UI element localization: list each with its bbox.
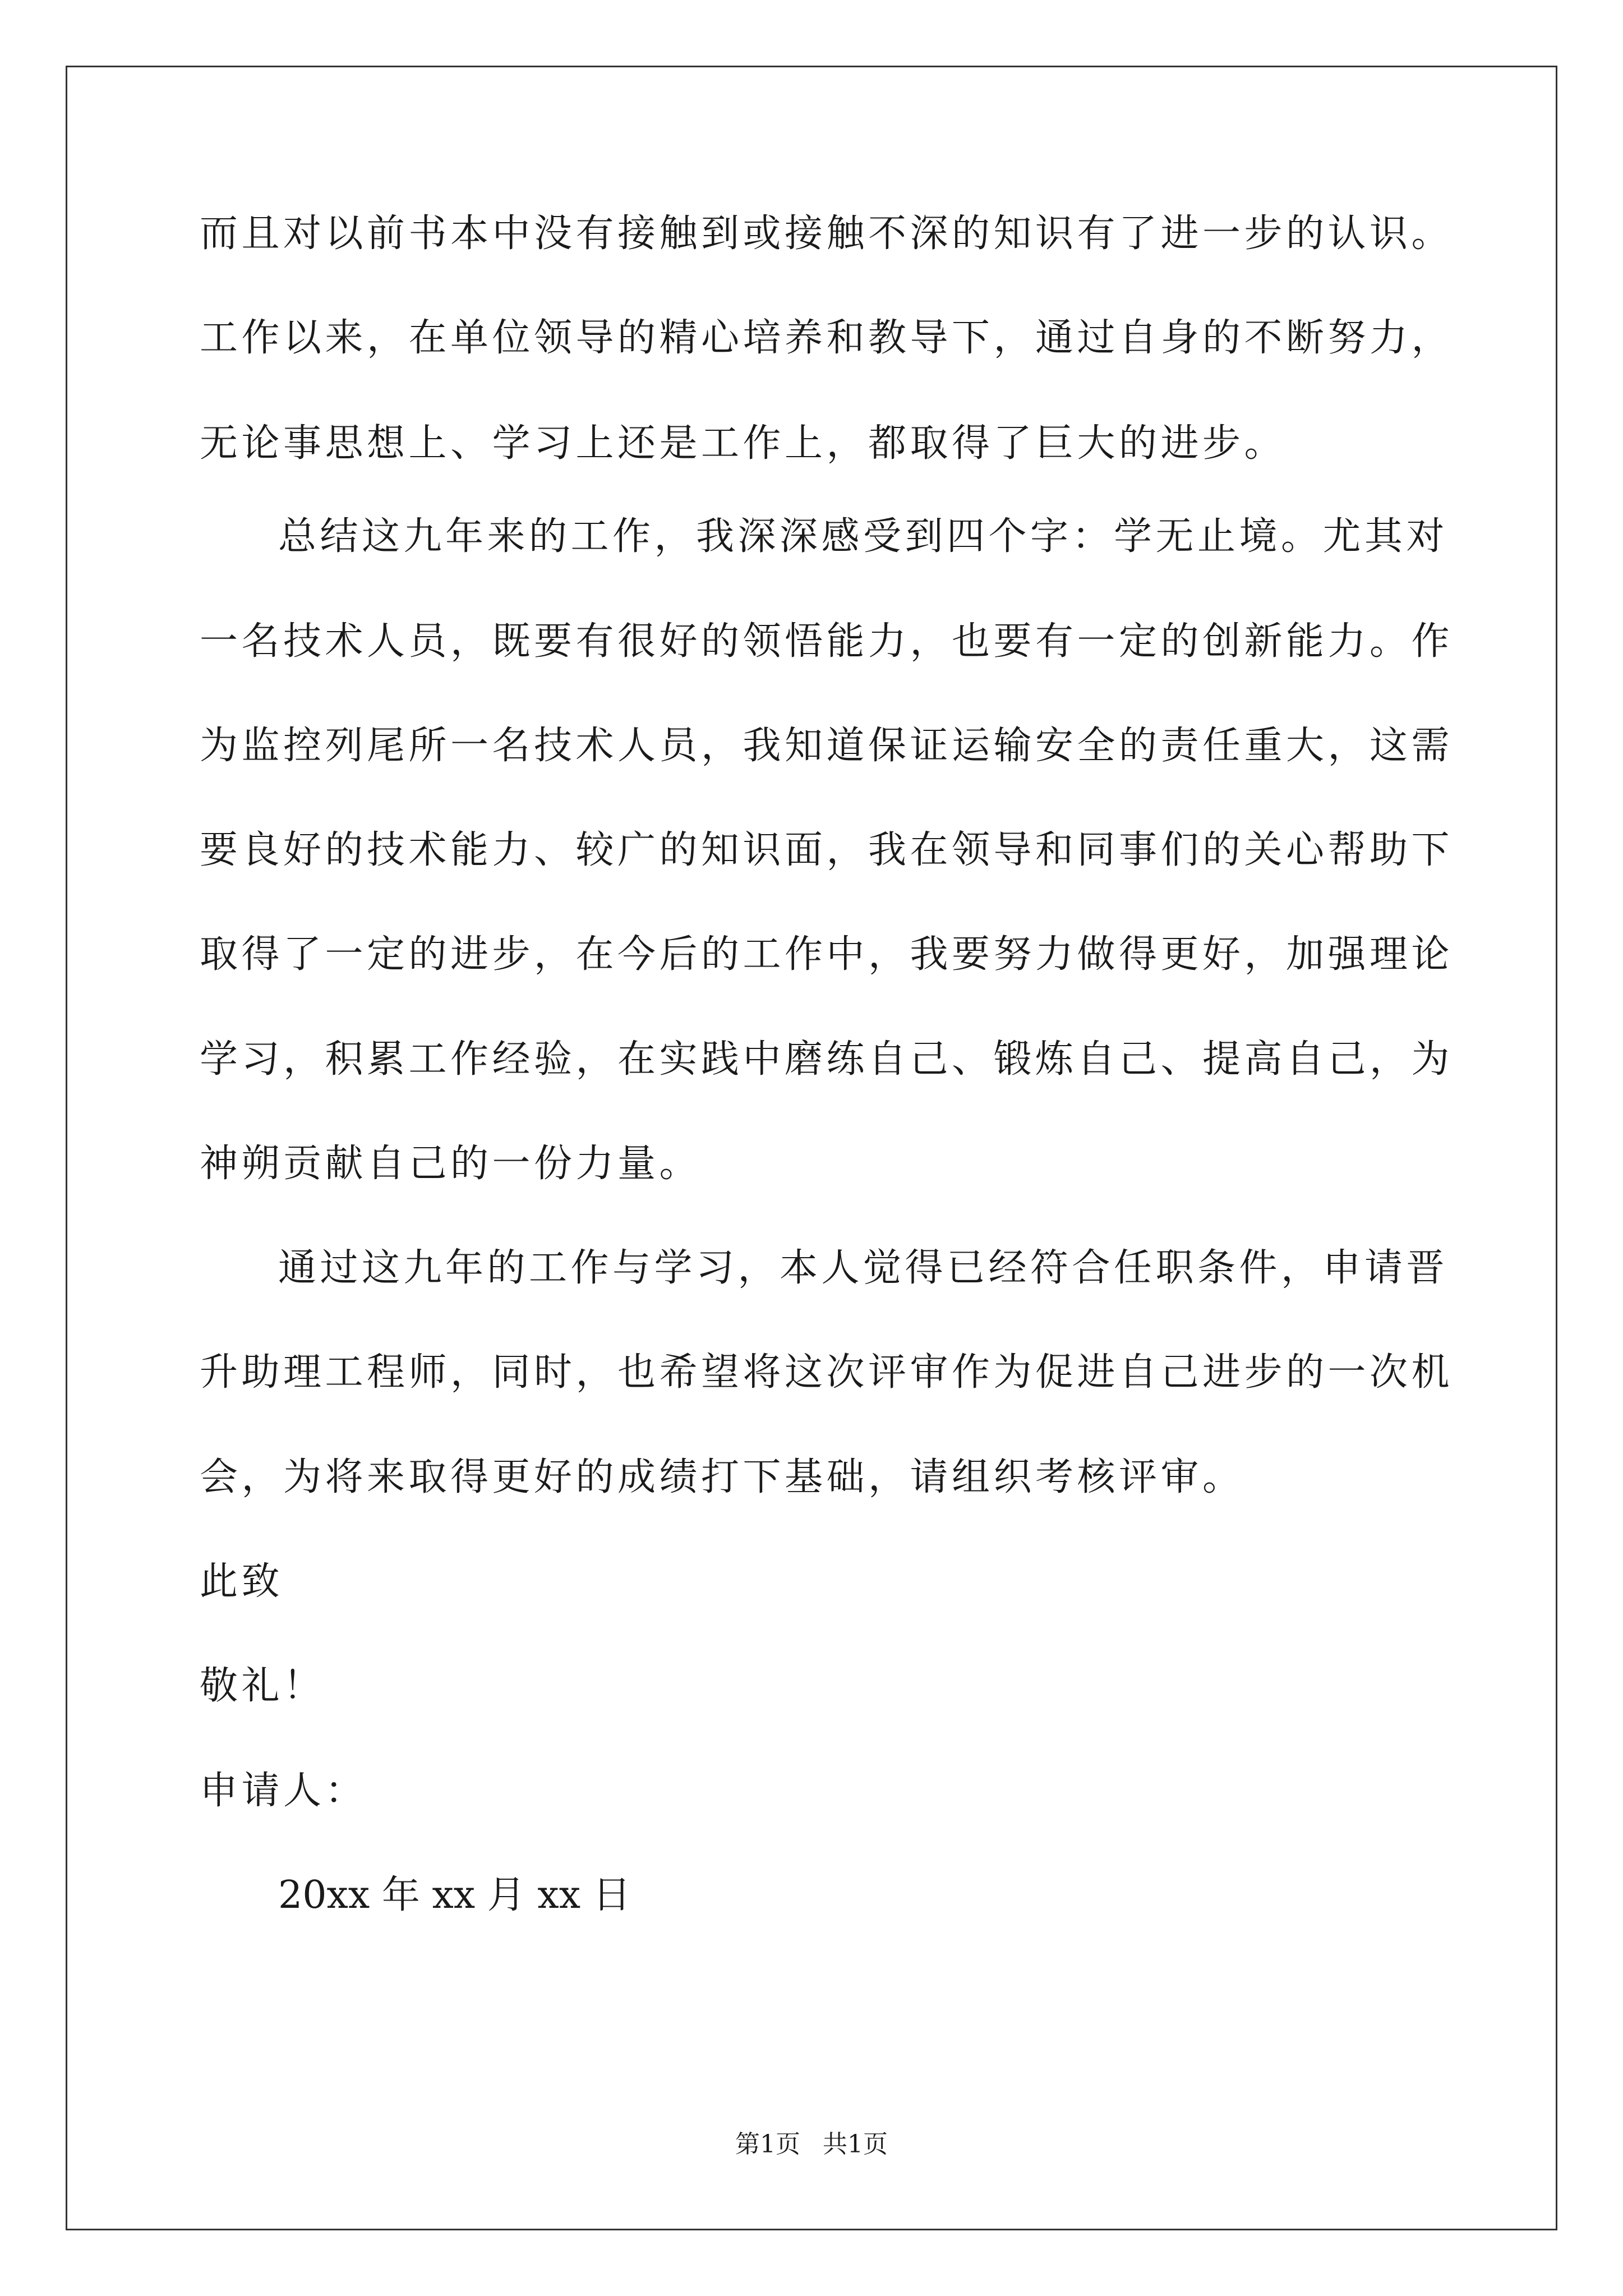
signature-date: 20xx 年 xx 月 xx 日 <box>278 1873 631 1917</box>
closing-salutation: 此致 <box>200 1559 284 1604</box>
body-line: 而且对以前书本中没有接触到或接触不深的知识有了进一步的认识。 <box>200 211 1454 256</box>
body-line: 一名技术人员，既要有很好的领悟能力，也要有一定的创新能力。作 <box>200 619 1454 664</box>
body-line: 神朔贡献自己的一份力量。 <box>200 1142 702 1186</box>
page-number: 第1页 <box>735 2130 800 2159</box>
body-line: 学习，积累工作经验，在实践中磨练自己、锻炼自己、提高自己，为 <box>200 1037 1454 1082</box>
body-line: 通过这九年的工作与学习，本人觉得已经符合任职条件，申请晋 <box>278 1246 1449 1290</box>
applicant-label: 申请人： <box>200 1769 367 1813</box>
body-line: 要良好的技术能力、较广的知识面，我在领导和同事们的关心帮助下 <box>200 828 1454 872</box>
body-line: 升助理工程师，同时，也希望将这次评审作为促进自己进步的一次机 <box>200 1350 1454 1395</box>
body-line: 取得了一定的进步，在今后的工作中，我要努力做得更好，加强理论 <box>200 932 1454 977</box>
body-line: 工作以来，在单位领导的精心培养和教导下，通过自身的不断努力， <box>200 316 1454 360</box>
closing-regards: 敬礼！ <box>200 1664 325 1708</box>
body-line: 为监控列尾所一名技术人员，我知道保证运输安全的责任重大，这需 <box>200 724 1454 768</box>
body-line: 无论事思想上、学习上还是工作上，都取得了巨大的进步。 <box>200 421 1287 466</box>
body-line: 总结这九年来的工作，我深深感受到四个字：学无止境。尤其对 <box>278 514 1449 559</box>
page-total: 共1页 <box>823 2130 888 2159</box>
body-line: 会，为将来取得更好的成绩打下基础，请组织考核评审。 <box>200 1455 1244 1499</box>
page-footer <box>0 2129 1623 2160</box>
